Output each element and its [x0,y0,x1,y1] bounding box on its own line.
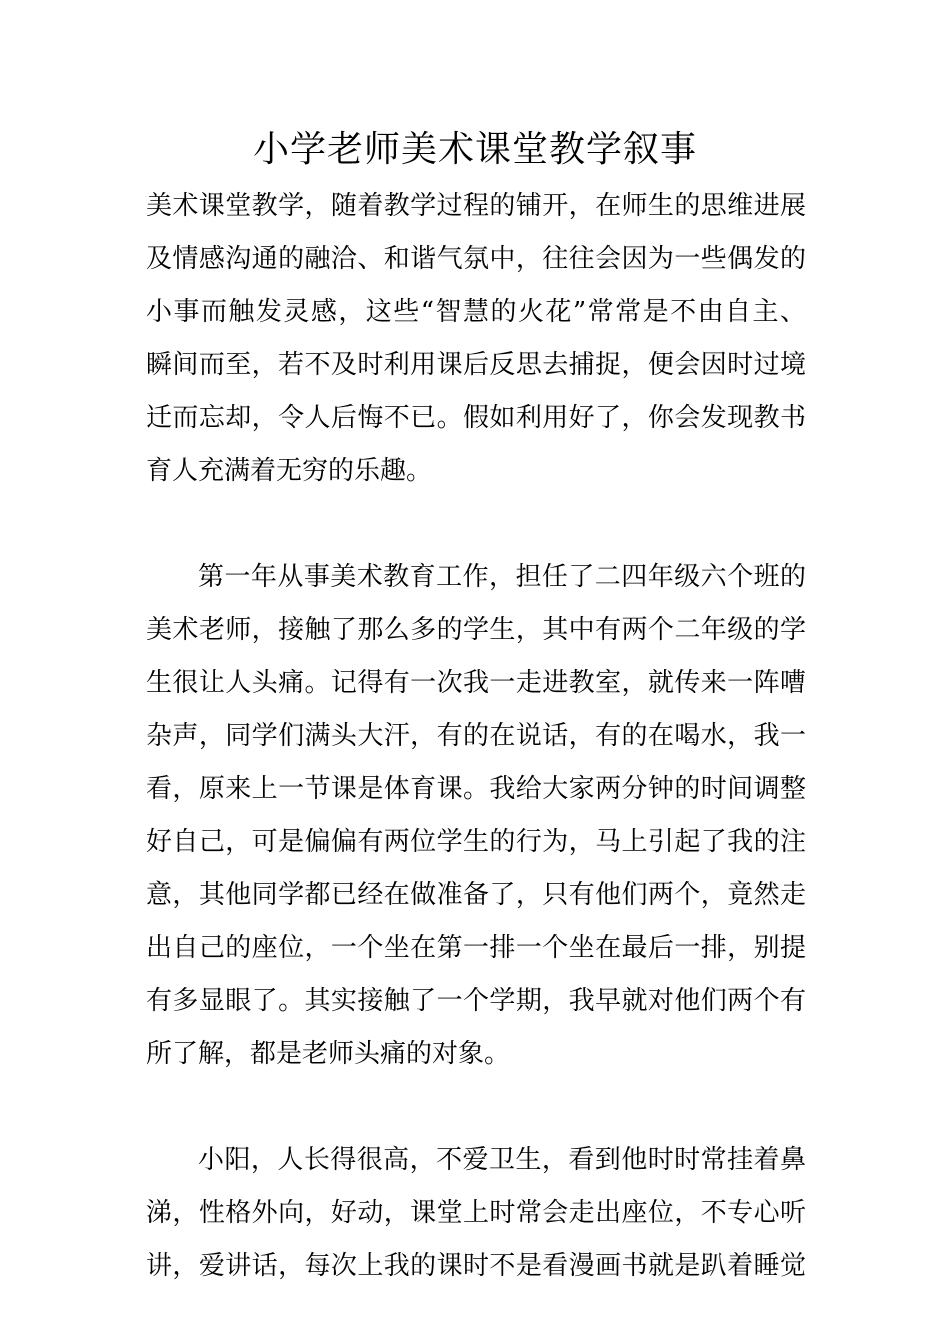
text-line: 看，原来上一节课是体育课。我给大家两分钟的时间调整 [146,774,806,804]
paragraph-spacer [146,498,806,551]
paragraph-2 [146,551,806,1081]
text-line: 杂声，同学们满头大汗，有的在说话，有的在喝水，我一 [146,721,806,751]
text-line: 育人充满着无穷的乐趣。 [146,456,433,486]
text-line: 美术课堂教学，随着教学过程的铺开，在师生的思维进展 [146,191,806,221]
text-line: 小阳，人长得很高，不爱卫生，看到他时时常挂着鼻 [198,1145,806,1175]
text-line: 及情感沟通的融洽、和谐气氛中，往往会因为一些偶发的 [146,244,806,274]
document-body [146,180,806,1293]
text-line: 有多显眼了。其实接触了一个学期，我早就对他们两个有 [146,986,806,1016]
text-line: 迁而忘却，令人后悔不已。假如利用好了，你会发现教书 [146,403,806,433]
paragraph-1 [146,180,806,498]
text-line: 小事而触发灵感，这些“智慧的火花”常常是不由自主、 [146,297,806,327]
text-line: 瞬间而至，若不及时利用课后反思去捕捉，便会因时过境 [146,350,806,380]
paragraph-spacer [146,1081,806,1134]
text-line: 涕，性格外向，好动，课堂上时常会走出座位，不专心听 [146,1198,806,1228]
text-line: 第一年从事美术教育工作，担任了二四年级六个班的 [198,562,806,592]
document-title: 小学老师美术课堂教学叙事 [252,129,697,170]
text-line: 出自己的座位，一个坐在第一排一个坐在最后一排，别提 [146,933,806,963]
text-line: 美术老师，接触了那么多的学生，其中有两个二年级的学 [146,615,806,645]
text-line: 意，其他同学都已经在做准备了，只有他们两个，竟然走 [146,880,806,910]
text-line: 生很让人头痛。记得有一次我一走进教室，就传来一阵嘈 [146,668,806,698]
paragraph-3 [146,1134,806,1293]
text-line: 讲，爱讲话，每次上我的课时不是看漫画书就是趴着睡觉 [146,1251,806,1281]
text-line: 所了解，都是老师头痛的对象。 [146,1039,511,1069]
text-line: 好自己，可是偏偏有两位学生的行为，马上引起了我的注 [146,827,806,857]
